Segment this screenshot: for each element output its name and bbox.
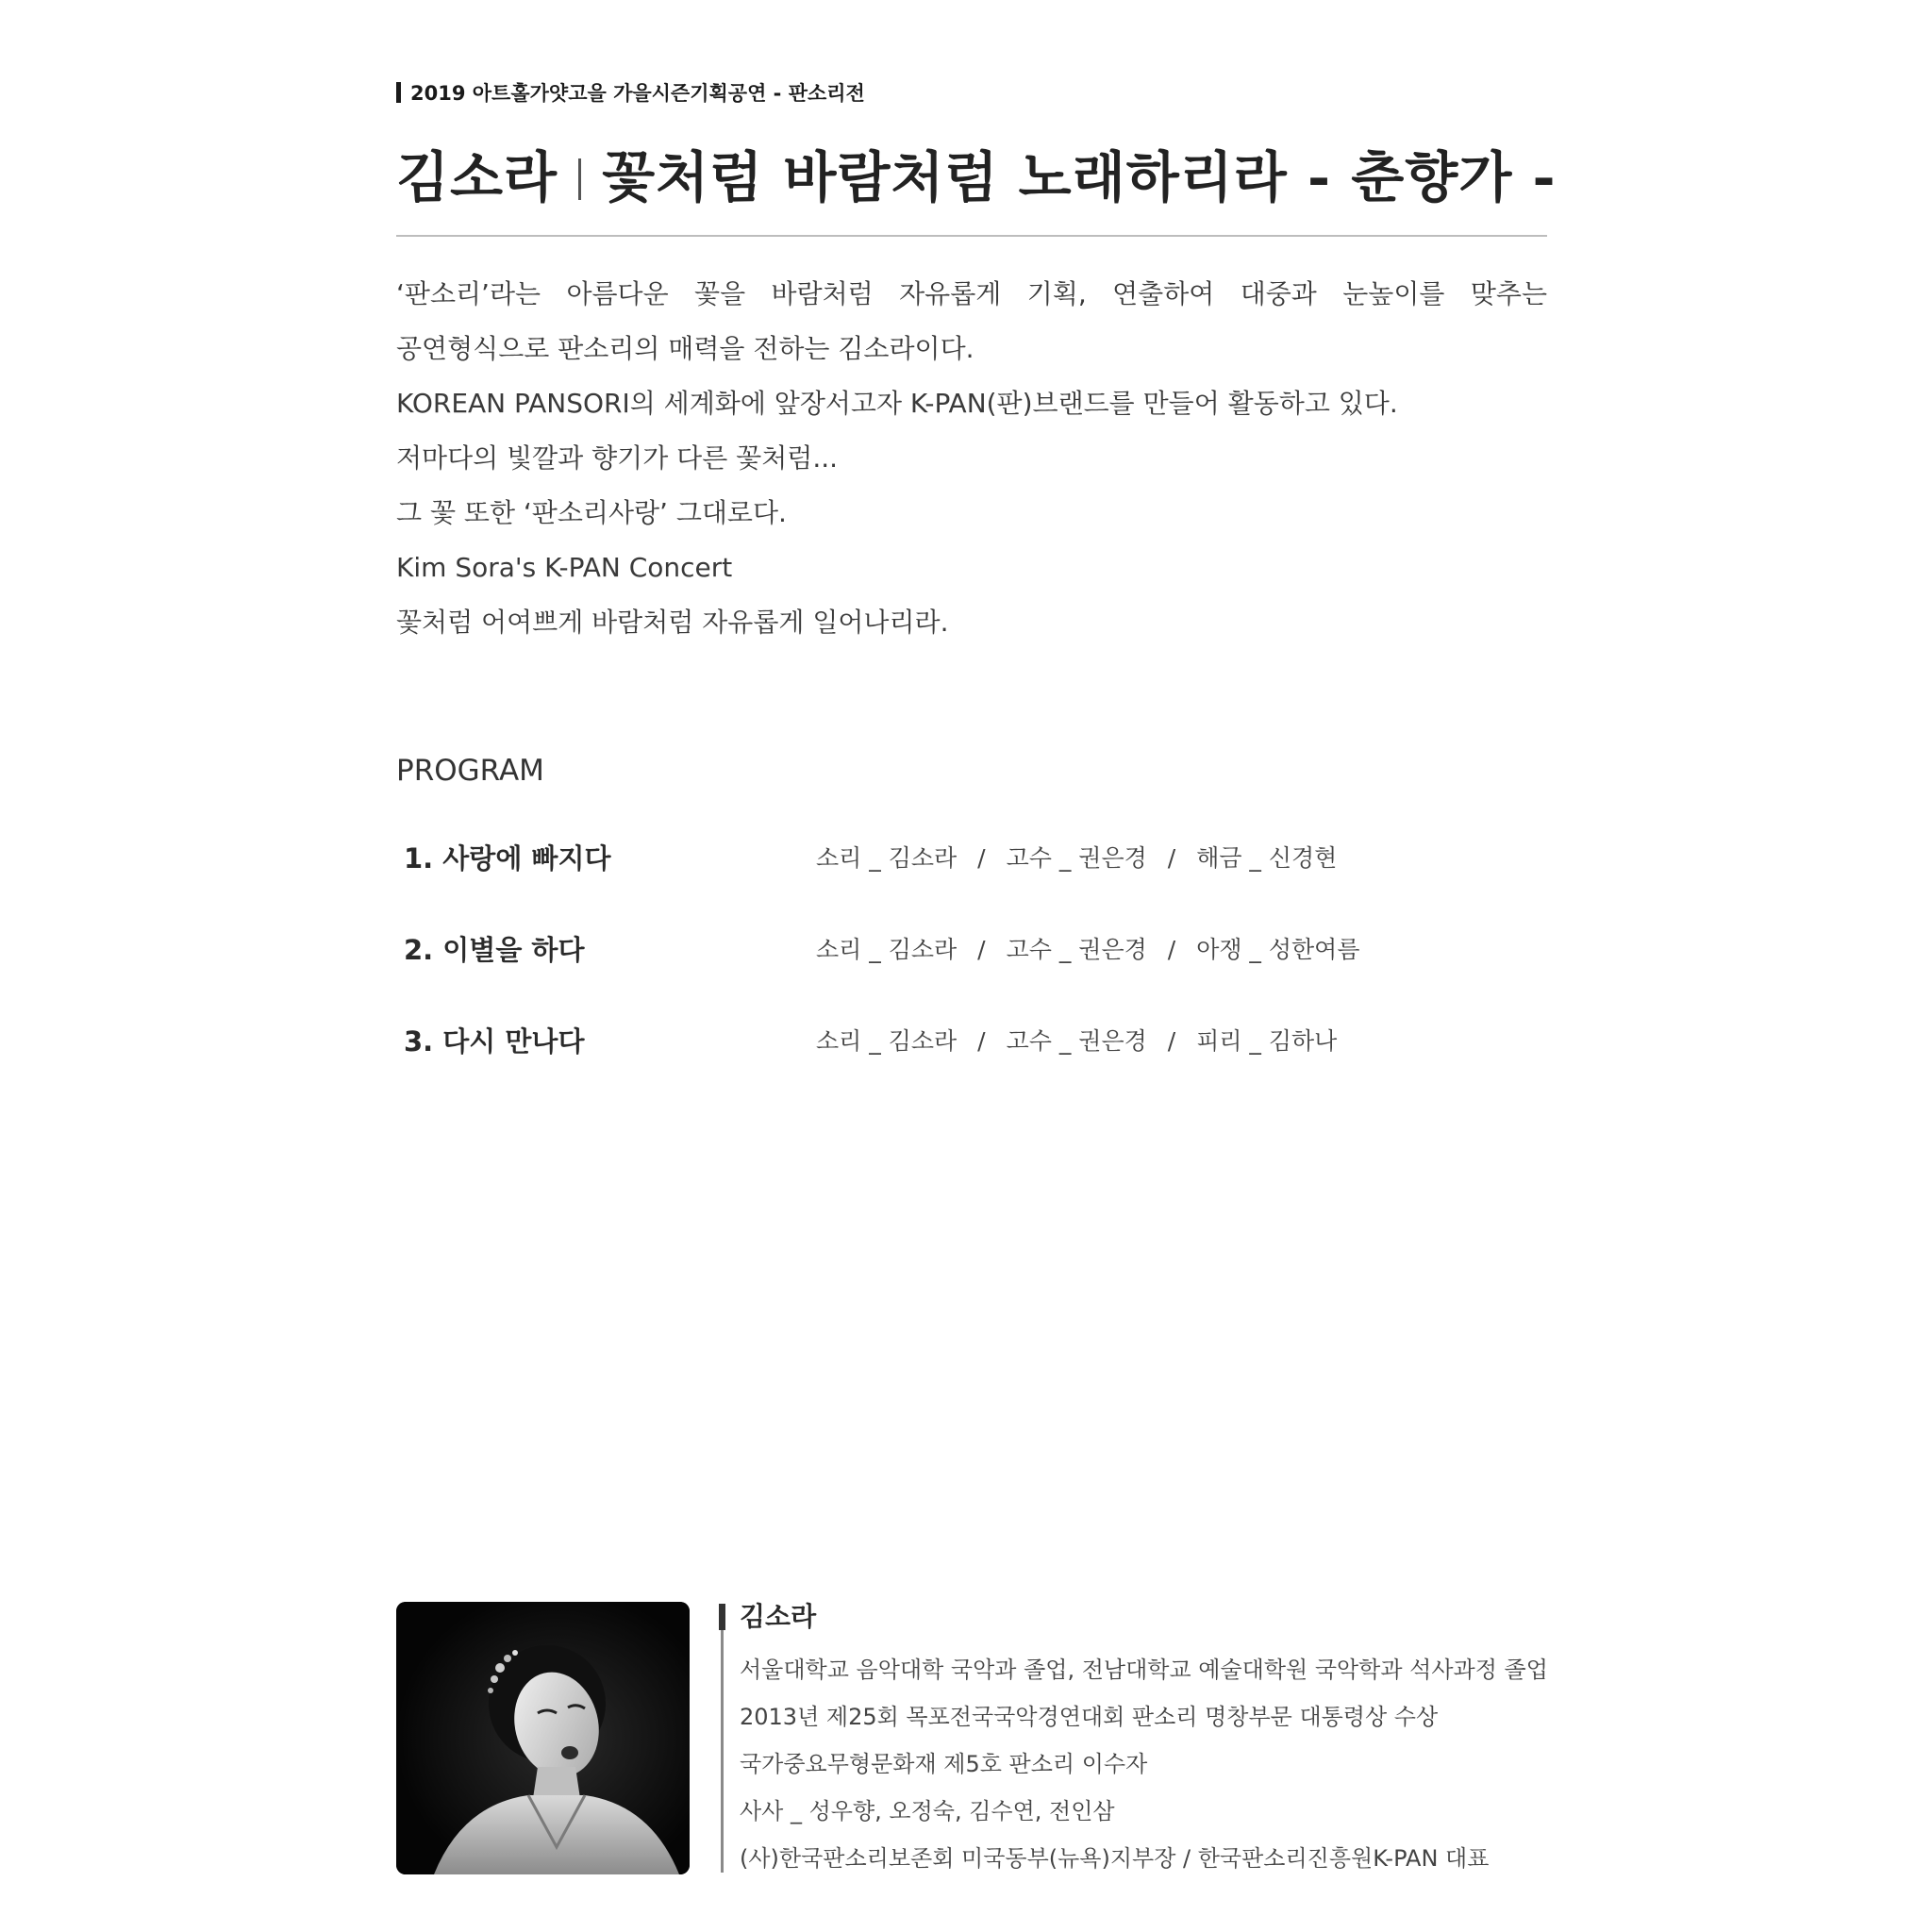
cast-member: 피리 _ 김하나 xyxy=(1196,1027,1338,1055)
cast-separator: / xyxy=(1167,936,1176,963)
profile-name: 김소라 xyxy=(740,1601,817,1632)
title-separator xyxy=(578,158,581,200)
bio-item: 사사 _ 성우향, 오정숙, 김수연, 전인삼 xyxy=(740,1798,1115,1824)
eyebrow-text: 2019 아트홀가얏고을 가을시즌기획공연 - 판소리전 xyxy=(410,82,865,105)
eyebrow-bar xyxy=(396,82,401,103)
portrait-image xyxy=(396,1602,690,1874)
program-item-cast xyxy=(816,1021,1337,1062)
title-performer: 김소라 xyxy=(396,145,558,209)
intro-line: KOREAN PANSORI의 세계화에 앞장서고자 K-PAN(판)브랜드를 만들어 활동하고 있다. xyxy=(396,388,1398,419)
cast-member: 해금 _ 신경현 xyxy=(1196,844,1338,872)
intro-text xyxy=(396,267,1547,650)
intro-line: Kim Sora's K-PAN Concert xyxy=(396,552,733,583)
title-work: 꽃처럼 바람처럼 노래하리라 - 춘향가 - xyxy=(602,145,1557,209)
program-item xyxy=(404,838,1536,879)
bio-item: 2013년 제25회 목포전국국악경연대회 판소리 명창부문 대통령상 수상 xyxy=(740,1704,1439,1730)
program-item-title: 2. 이별을 하다 xyxy=(404,934,585,966)
bio-item: (사)한국판소리보존회 미국동부(뉴욕)지부장 / 한국판소리진흥원K-PAN 대표 xyxy=(740,1845,1490,1872)
intro-line: 그 꽃 또한 ‘판소리사랑’ 그대로다. xyxy=(396,497,787,528)
intro-line: 꽃처럼 어여쁘게 바람처럼 자유롭게 일어나리라. xyxy=(396,607,949,638)
cast-member: 아쟁 _ 성한여름 xyxy=(1196,936,1360,963)
intro-line: ‘판소리’라는 아름다운 꽃을 바람처럼 자유롭게 기획, 연출하여 대중과 눈높이를 맞추는 xyxy=(396,278,1547,309)
cast-member: 고수 _ 권은경 xyxy=(1006,1027,1147,1055)
intro-line: 공연형식으로 판소리의 매력을 전하는 김소라이다. xyxy=(396,333,974,364)
page-title xyxy=(396,140,1557,215)
cast-separator: / xyxy=(977,844,986,872)
program-item-cast xyxy=(816,929,1359,971)
cast-separator: / xyxy=(977,1027,986,1055)
program-item xyxy=(404,1021,1536,1062)
title-divider xyxy=(396,235,1547,237)
cast-member: 소리 _ 김소라 xyxy=(816,844,958,872)
profile-bio xyxy=(740,1646,1551,1882)
cast-separator: / xyxy=(977,936,986,963)
event-eyebrow xyxy=(396,79,865,106)
bio-item: 서울대학교 음악대학 국악과 졸업, 전남대학교 예술대학원 국악학과 석사과정 졸업 xyxy=(740,1657,1548,1683)
program-item xyxy=(404,929,1536,971)
performer-photo xyxy=(396,1602,690,1874)
cast-separator: / xyxy=(1167,844,1176,872)
intro-line: 저마다의 빛깔과 향기가 다른 꽃처럼... xyxy=(396,442,839,474)
cast-member: 소리 _ 김소라 xyxy=(816,1027,958,1055)
program-heading: PROGRAM xyxy=(396,754,544,788)
cast-separator: / xyxy=(1167,1027,1176,1055)
program-item-title: 1. 사랑에 빠지다 xyxy=(404,842,611,874)
program-item-title: 3. 다시 만나다 xyxy=(404,1025,585,1058)
profile-divider-accent xyxy=(719,1604,725,1630)
program-item-cast xyxy=(816,838,1337,879)
profile-divider xyxy=(721,1604,724,1873)
cast-member: 고수 _ 권은경 xyxy=(1006,844,1147,872)
cast-member: 고수 _ 권은경 xyxy=(1006,936,1147,963)
bio-item: 국가중요무형문화재 제5호 판소리 이수자 xyxy=(740,1751,1148,1777)
cast-member: 소리 _ 김소라 xyxy=(816,936,958,963)
